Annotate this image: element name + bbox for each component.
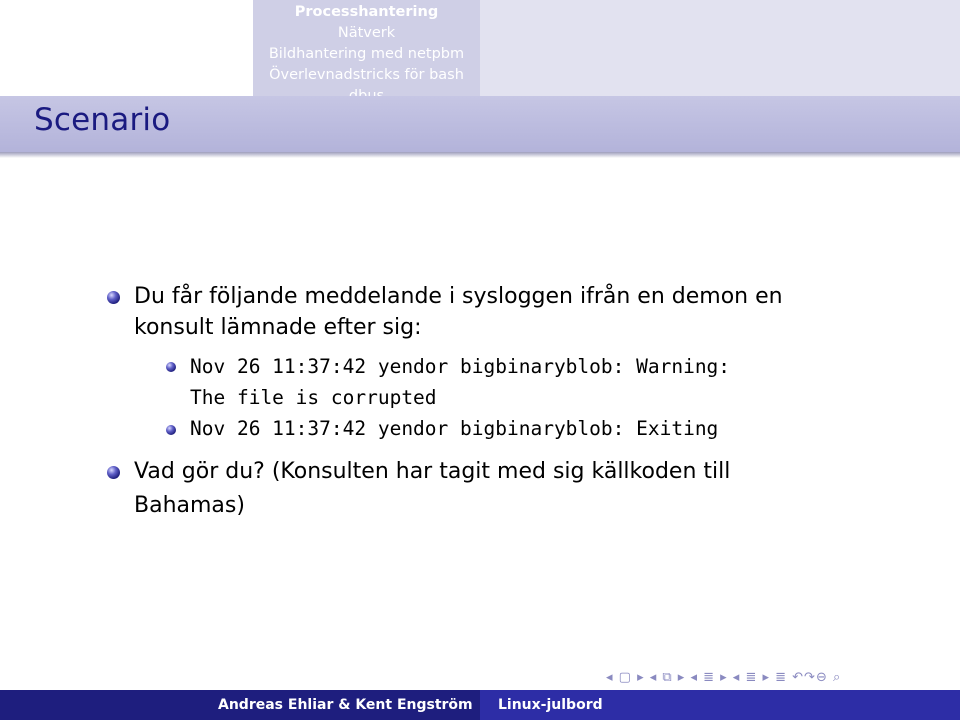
footer-title: Linux-julbord	[498, 697, 603, 713]
title-shadow	[0, 152, 960, 158]
section-link-processhantering[interactable]: Processhantering	[294, 4, 439, 20]
header-left-panel	[0, 0, 253, 96]
log1-line2: The file is corrupted	[190, 386, 437, 409]
footer-authors: Andreas Ehliar & Kent Engström	[218, 697, 473, 713]
log1-line1: Nov 26 11:37:42 yendor bigbinaryblob: Warning:	[190, 355, 731, 378]
bullet-icon	[107, 466, 120, 479]
section-link-natverk[interactable]: Nätverk	[337, 25, 396, 41]
frame-title: Scenario	[34, 102, 171, 138]
section-list	[253, 0, 480, 107]
beamer-navigation-icons[interactable]: ◂ ▢ ▸ ◂ ⧉ ▸ ◂ ≣ ▸ ◂ ≣ ▸ ≣ ↶↷⊖ ⌕	[606, 670, 842, 685]
log2-line1: Nov 26 11:37:42 yendor bigbinaryblob: Exiting	[190, 417, 719, 440]
sub-bullet-icon	[166, 362, 176, 372]
sub-bullet-icon	[166, 425, 176, 435]
item1-text-line2: konsult lämnade efter sig:	[134, 315, 422, 340]
section-link-bildhantering[interactable]: Bildhantering med netpbm	[268, 46, 465, 62]
item1-text-line1: Du får följande meddelande i sysloggen ifrån en demon en	[134, 284, 783, 309]
item2-text-line1: Vad gör du? (Konsulten har tagit med sig källkoden till	[134, 459, 731, 484]
bullet-icon	[107, 291, 120, 304]
item2-text-line2: Bahamas)	[134, 493, 245, 518]
section-link-overlevnadstricks[interactable]: Överlevnadstricks för bash	[269, 67, 464, 83]
